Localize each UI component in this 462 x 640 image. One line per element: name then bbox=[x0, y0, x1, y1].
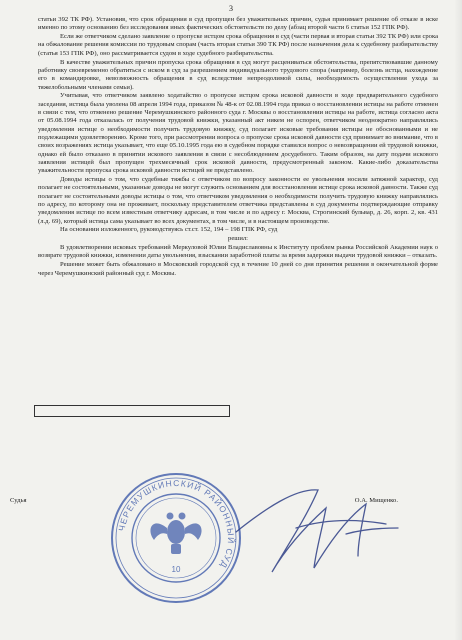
page-edge-shadow bbox=[454, 0, 462, 640]
paragraph-4: Учитывая, что ответчиком заявлено ходатайство о пропуске истцом срока исковой давности в ходе предварительного судебного заседания, истица была уволена 08 апреля 1994 года, приказом № 48-к от 02.08.1994 года приказ о восстановлении истицы на работе отменен в связи с тем, что отменено решение Черемушкинского районного суда г. Москвы о восстановлении истицы на работе, истица согласно акта от 05.08.1994 года отказалась от получения трудовой книжки, указанный акт никем не оспорен, ответчиком неоднократно направлялись уведомления истице о необходимости получить трудовую книжку, суд полагает исковые требования истицы не обоснованными и не подлежащими удовлетворению. Кроме того, при рассмотрении вопроса о пропуске срока исковой давности суд принимает во внимание, что в своих возражениях истица указывает, что еще 05.10.1995 года ею в судебном порядке ставился вопрос о невозвращении ей трудовой книжки, однако ей было отказано в принятии искового заявления в связи с несоблюдением досудебного. Таким образом, на дату подачи искового заявления истицей был пропущен трехмесячный срок исковой давности, предусмотренный законом. Какие-либо доказательства уважительности пропуска срока исковой давности истицей не представлено. bbox=[38, 92, 438, 175]
handwritten-signature bbox=[226, 468, 406, 588]
resolution-paragraph-1: В удовлетворении исковых требований Меркуловой Юлии Владиславовны к Институту проблем рынка Российской Академии наук о возврате трудовой книжки, изменении даты увольнения, взыскании заработной платы за время задержки выдачи трудовой книжки – отказать. bbox=[38, 244, 438, 260]
paragraph-6: На основании изложенного, руководствуясь ст.ст. 152, 194 – 198 ГПК РФ, суд bbox=[60, 226, 278, 234]
judge-role: Судья bbox=[10, 497, 27, 504]
highlight-frame bbox=[34, 405, 230, 417]
paragraph-3: В качестве уважительных причин пропуска срока обращения в суд могут расцениваться обстоятельства, препятствовавшие данному работнику своевременно обратиться с иском в суд за разрешением индивидуального трудового спора (например, болезнь истца, нахождение его в командировке, невозможность обращения в суд вследствие непреодолимой силы, необходимость осуществления ухода за тяжелобольными членами семьи). bbox=[38, 58, 438, 91]
stamp-ring-text: ЧЕРЕМУШКИНСКИЙ РАЙОННЫЙ СУД bbox=[116, 477, 237, 571]
paragraph-2: Если же ответчиком сделано заявление о пропуске истцом срока обращения в суд (части первая и вторая статьи 392 ТК РФ) или срока на обжалование решения комиссии по трудовым спорам (часть вторая статьи 390 ТК РФ) после назначения дела к судебному разбирательству (статья 153 ГПК РФ), оно рассматривается судом в ходе судебного разбирательства. bbox=[38, 33, 438, 57]
eagle-emblem-icon bbox=[150, 513, 201, 555]
stamp-number: 10 bbox=[171, 565, 181, 574]
judge-name: О.А. Мищенко. bbox=[354, 497, 398, 504]
document-body bbox=[38, 16, 438, 278]
court-seal-stamp bbox=[108, 470, 244, 606]
resolution-paragraph-2: Решение может быть обжаловано в Московский городской суд в течение 10 дней со дня принятия решения в окончательной форме через Черемушкинский районный суд г. Москвы. bbox=[38, 261, 438, 277]
paragraph-1: статьи 392 ТК РФ). Установив, что срок обращения в суд пропущен без уважительных причин, судья принимает решение об отказе в иске именно по этому основанию без исследования иных фактических обстоятельств по делу (абзац второй части 6 статьи 152 ГПК РФ). bbox=[38, 16, 438, 32]
page-number: 3 bbox=[229, 4, 233, 13]
decision-word: решил: bbox=[228, 235, 248, 243]
paragraph-5: Доводы истицы о том, что судебные тяжбы с ответчиком по вопросу законности ее увольнения носили затяжной характер, суд полагает не состоятельными, указанные доводы не могут служить основанием для восстановления истице срока исковой давности. Также суд полагает не состоятельными доводы истицы о том, что ответчиком уведомления о необходимости получить трудовую книжку направлялись по адресу, по которому она не проживает, поскольку представителем ответчика представлены в суд документы подтверждающие отправку уведомления истице по всем известным ответчику адресам, в том числе и по адресу г. Москва, Строгинский бульвар, д. 26, корп. 2, кв. 431 (л.д. 69), который истица сама указывает во всех документах, в том числе, и в настоящем производстве. bbox=[38, 176, 438, 225]
